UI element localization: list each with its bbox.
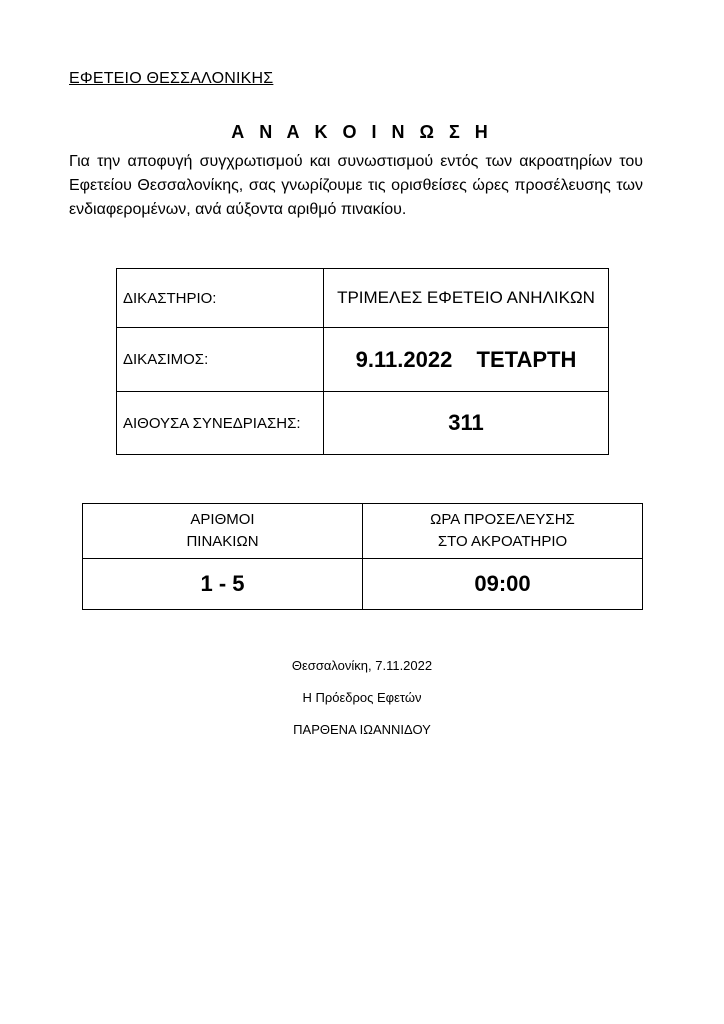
- header-time-line2: ΣΤΟ ΑΚΡΟΑΤΗΡΙΟ: [437, 533, 568, 550]
- header-numbers-line1: ΑΡΙΘΜΟΙ: [190, 511, 255, 528]
- info-value-date: 9.11.2022 ΤΕΤΑΡΤΗ: [324, 328, 609, 392]
- info-row-room: [117, 392, 609, 455]
- header-time-line1: ΩΡΑ ΠΡΟΣΕΛΕΥΣΗΣ: [430, 511, 575, 528]
- info-row-court: [117, 269, 609, 328]
- footer-place-date: Θεσσαλονίκη, 7.11.2022: [291, 658, 433, 673]
- footer-signatory-name: ΠΑΡΘΕΝΑ ΙΩΑΝΝΙΔΟΥ: [293, 722, 431, 737]
- schedule-header-time: [363, 504, 643, 559]
- schedule-time: 09:00: [363, 559, 643, 610]
- schedule-header-row: [83, 504, 643, 559]
- info-row-date: [117, 328, 609, 392]
- footer-role: Η Πρόεδρος Εφετών: [302, 690, 422, 705]
- info-label-court: ΔΙΚΑΣΤΗΡΙΟ:: [117, 269, 324, 328]
- schedule-header-numbers: [83, 504, 363, 559]
- info-label-room: ΑΙΘΟΥΣΑ ΣΥΝΕΔΡΙΑΣΗΣ:: [117, 392, 324, 455]
- schedule-table: [82, 503, 643, 610]
- info-value-room: 311: [324, 392, 609, 455]
- schedule-numbers: 1 - 5: [83, 559, 363, 610]
- announcement-paragraph: Για την αποφυγή συγχρωτισμού και συνωστισμού εντός των ακροατηρίων του Εφετείου Θεσσαλονίκης, σας γνωρίζουμε τις ορισθείσες ώρες προσέλευσης των ενδιαφερομένων, ανά αύξοντα αριθμό πινακίου.: [69, 153, 643, 218]
- header-numbers-line2: ΠΙΝΑΚΙΩΝ: [186, 533, 259, 550]
- announcement-title: Α Ν Α Κ Ο Ι Ν Ω Σ Η: [231, 122, 493, 142]
- hearing-info-table: [116, 268, 609, 455]
- schedule-row: [83, 559, 643, 610]
- info-label-date: ΔΙΚΑΣΙΜΟΣ:: [117, 328, 324, 392]
- court-name-header: ΕΦΕΤΕΙΟ ΘΕΣΣΑΛΟΝΙΚΗΣ: [69, 70, 274, 87]
- info-value-court: ΤΡΙΜΕΛΕΣ ΕΦΕΤΕΙΟ ΑΝΗΛΙΚΩΝ: [324, 269, 609, 328]
